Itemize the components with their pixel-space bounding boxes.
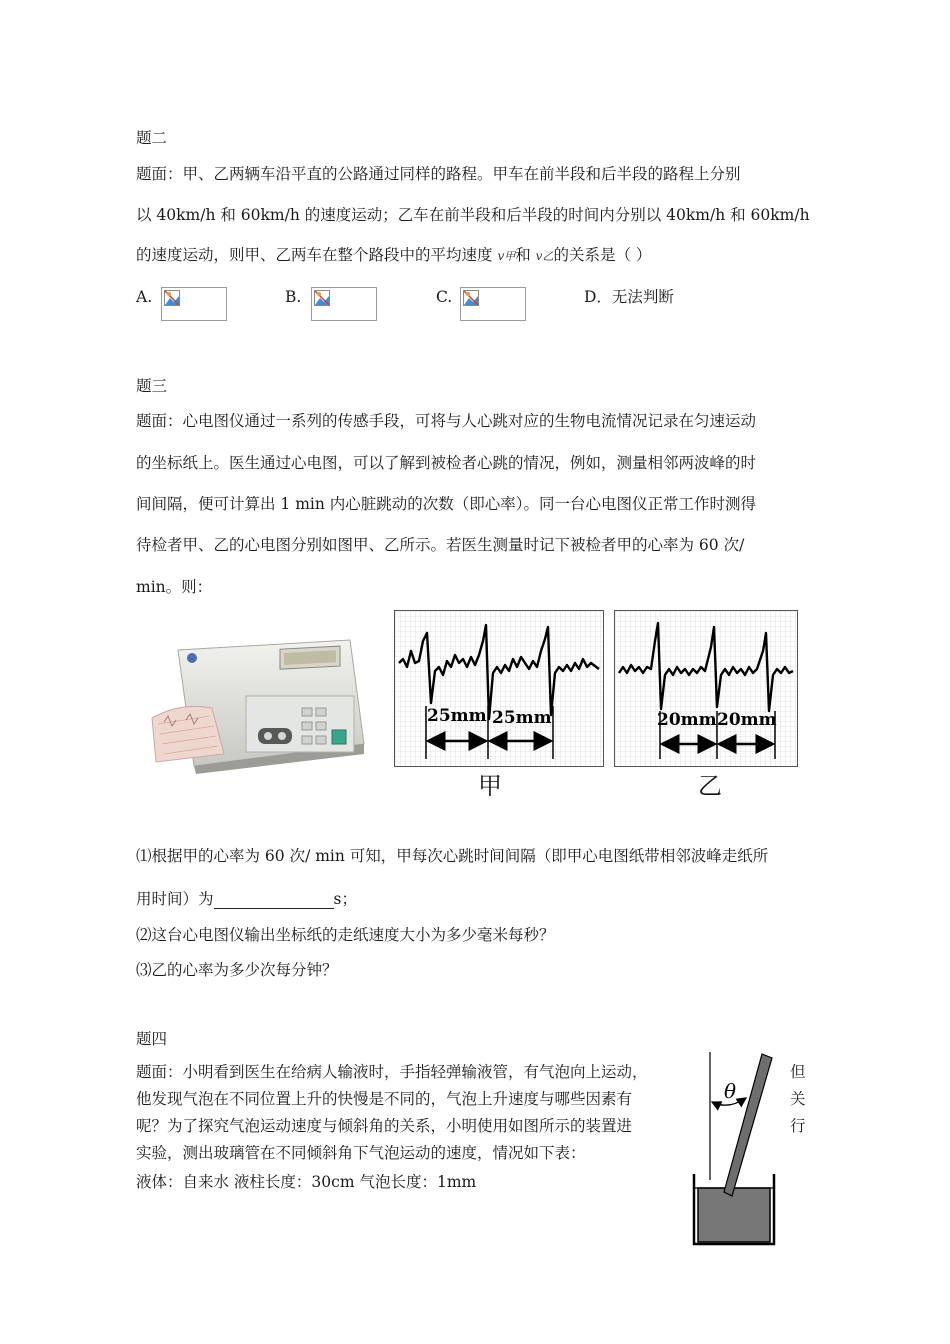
q3-sub3: ⑶乙的心率为多少次每分钟？ [136,961,338,979]
broken-image-icon [164,290,180,306]
q3-sub2: ⑵这台心电图仪输出坐标纸的走纸速度大小为多少毫米每秒？ [136,926,555,944]
ecg-jia-measure-2: 25mm [492,708,552,728]
q2-option-a-label: A. [136,288,153,306]
q2-option-b-image [311,287,377,321]
q3-text-line-3: 间间隔，便可计算出 1 min 内心脏跳动的次数（即心率）。同一台心电图仪正常工作时测得 [136,495,757,513]
var-v-jia: v甲 [497,249,516,263]
q4-text-line-5: 液体：自来水 液柱长度：30cm 气泡长度：1mm [136,1173,477,1191]
tilted-tube-diagram [688,1050,780,1246]
q4-text-line-1-tail: 但 [790,1063,806,1081]
ecg-jia-label: 甲 [478,772,502,800]
q3-sub1-line-1: ⑴根据甲的心率为 60 次/ min 可知，甲每次心跳时间间隔（即甲心电图纸带相邻波峰走纸所 [136,847,769,865]
q2-text-line-1: 题面：甲、乙两辆车沿平直的公路通过同样的路程。甲车在前半段和后半段的路程上分别 [136,165,741,183]
var-v-yi: v乙 [535,249,554,263]
ecg-machine-photo [150,636,370,774]
q2-option-a-image [161,287,227,321]
theta-label: θ [724,1079,737,1103]
ecg-yi-label: 乙 [698,772,722,800]
broken-image-icon [463,290,479,306]
ecg-chart-jia [394,610,604,767]
q2-heading: 题二 [136,129,168,147]
broken-image-icon [314,290,330,306]
q4-text-line-4: 实验，测出玻璃管在不同倾斜角下气泡运动的速度，情况如下表： [136,1144,586,1162]
q4-text-line-2-tail: 关 [790,1090,806,1108]
q2-option-d: D．无法判断 [584,288,674,306]
q2-text-line-3: 的速度运动，则甲、乙两车在整个路段中的平均速度 v甲和 v乙的关系是（ ） [136,246,652,264]
q4-heading: 题四 [136,1030,168,1048]
q2-option-c-image [460,287,526,321]
q4-text-line-3-tail: 行 [790,1117,806,1135]
q3-text-line-2: 的坐标纸上。医生通过心电图，可以了解到被检者心跳的情况，例如，测量相邻两波峰的时 [136,454,757,472]
q3-text-line-5: min。则： [136,578,213,596]
ecg-yi-measure-1: 20mm [657,710,717,730]
q2-option-b-label: B. [285,288,302,306]
q4-text-line-2: 他发现气泡在不同位置上升的快慢是不同的，气泡上升速度与哪些因素有 [136,1090,633,1108]
ecg-jia-measure-1: 25mm [427,706,487,726]
answer-blank[interactable] [214,892,334,909]
q4-text-line-1: 题面：小明看到医生在给病人输液时，手指轻弹输液管，有气泡向上运动， [136,1063,648,1081]
q3-heading: 题三 [136,377,168,395]
q4-text-line-3: 呢？为了探究气泡运动速度与倾斜角的关系，小明使用如图所示的装置进 [136,1117,633,1135]
ecg-chart-yi [614,610,798,767]
q3-text-line-1: 题面：心电图仪通过一系列的传感手段，可将与人心跳对应的生物电流情况记录在匀速运动 [136,412,757,430]
q3-text-line-4: 待检者甲、乙的心电图分别如图甲、乙所示。若医生测量时记下被检者甲的心率为 60 次/ [136,536,745,554]
q2-text-line-2: 以 40km/h 和 60km/h 的速度运动；乙车在前半段和后半段的时间内分别以 40km/h 和 60km/h [136,206,810,224]
q2-option-c-label: C. [436,288,453,306]
q3-sub1-line-2: 用时间）为 s； [136,890,357,908]
ecg-yi-measure-2: 20mm [717,710,777,730]
